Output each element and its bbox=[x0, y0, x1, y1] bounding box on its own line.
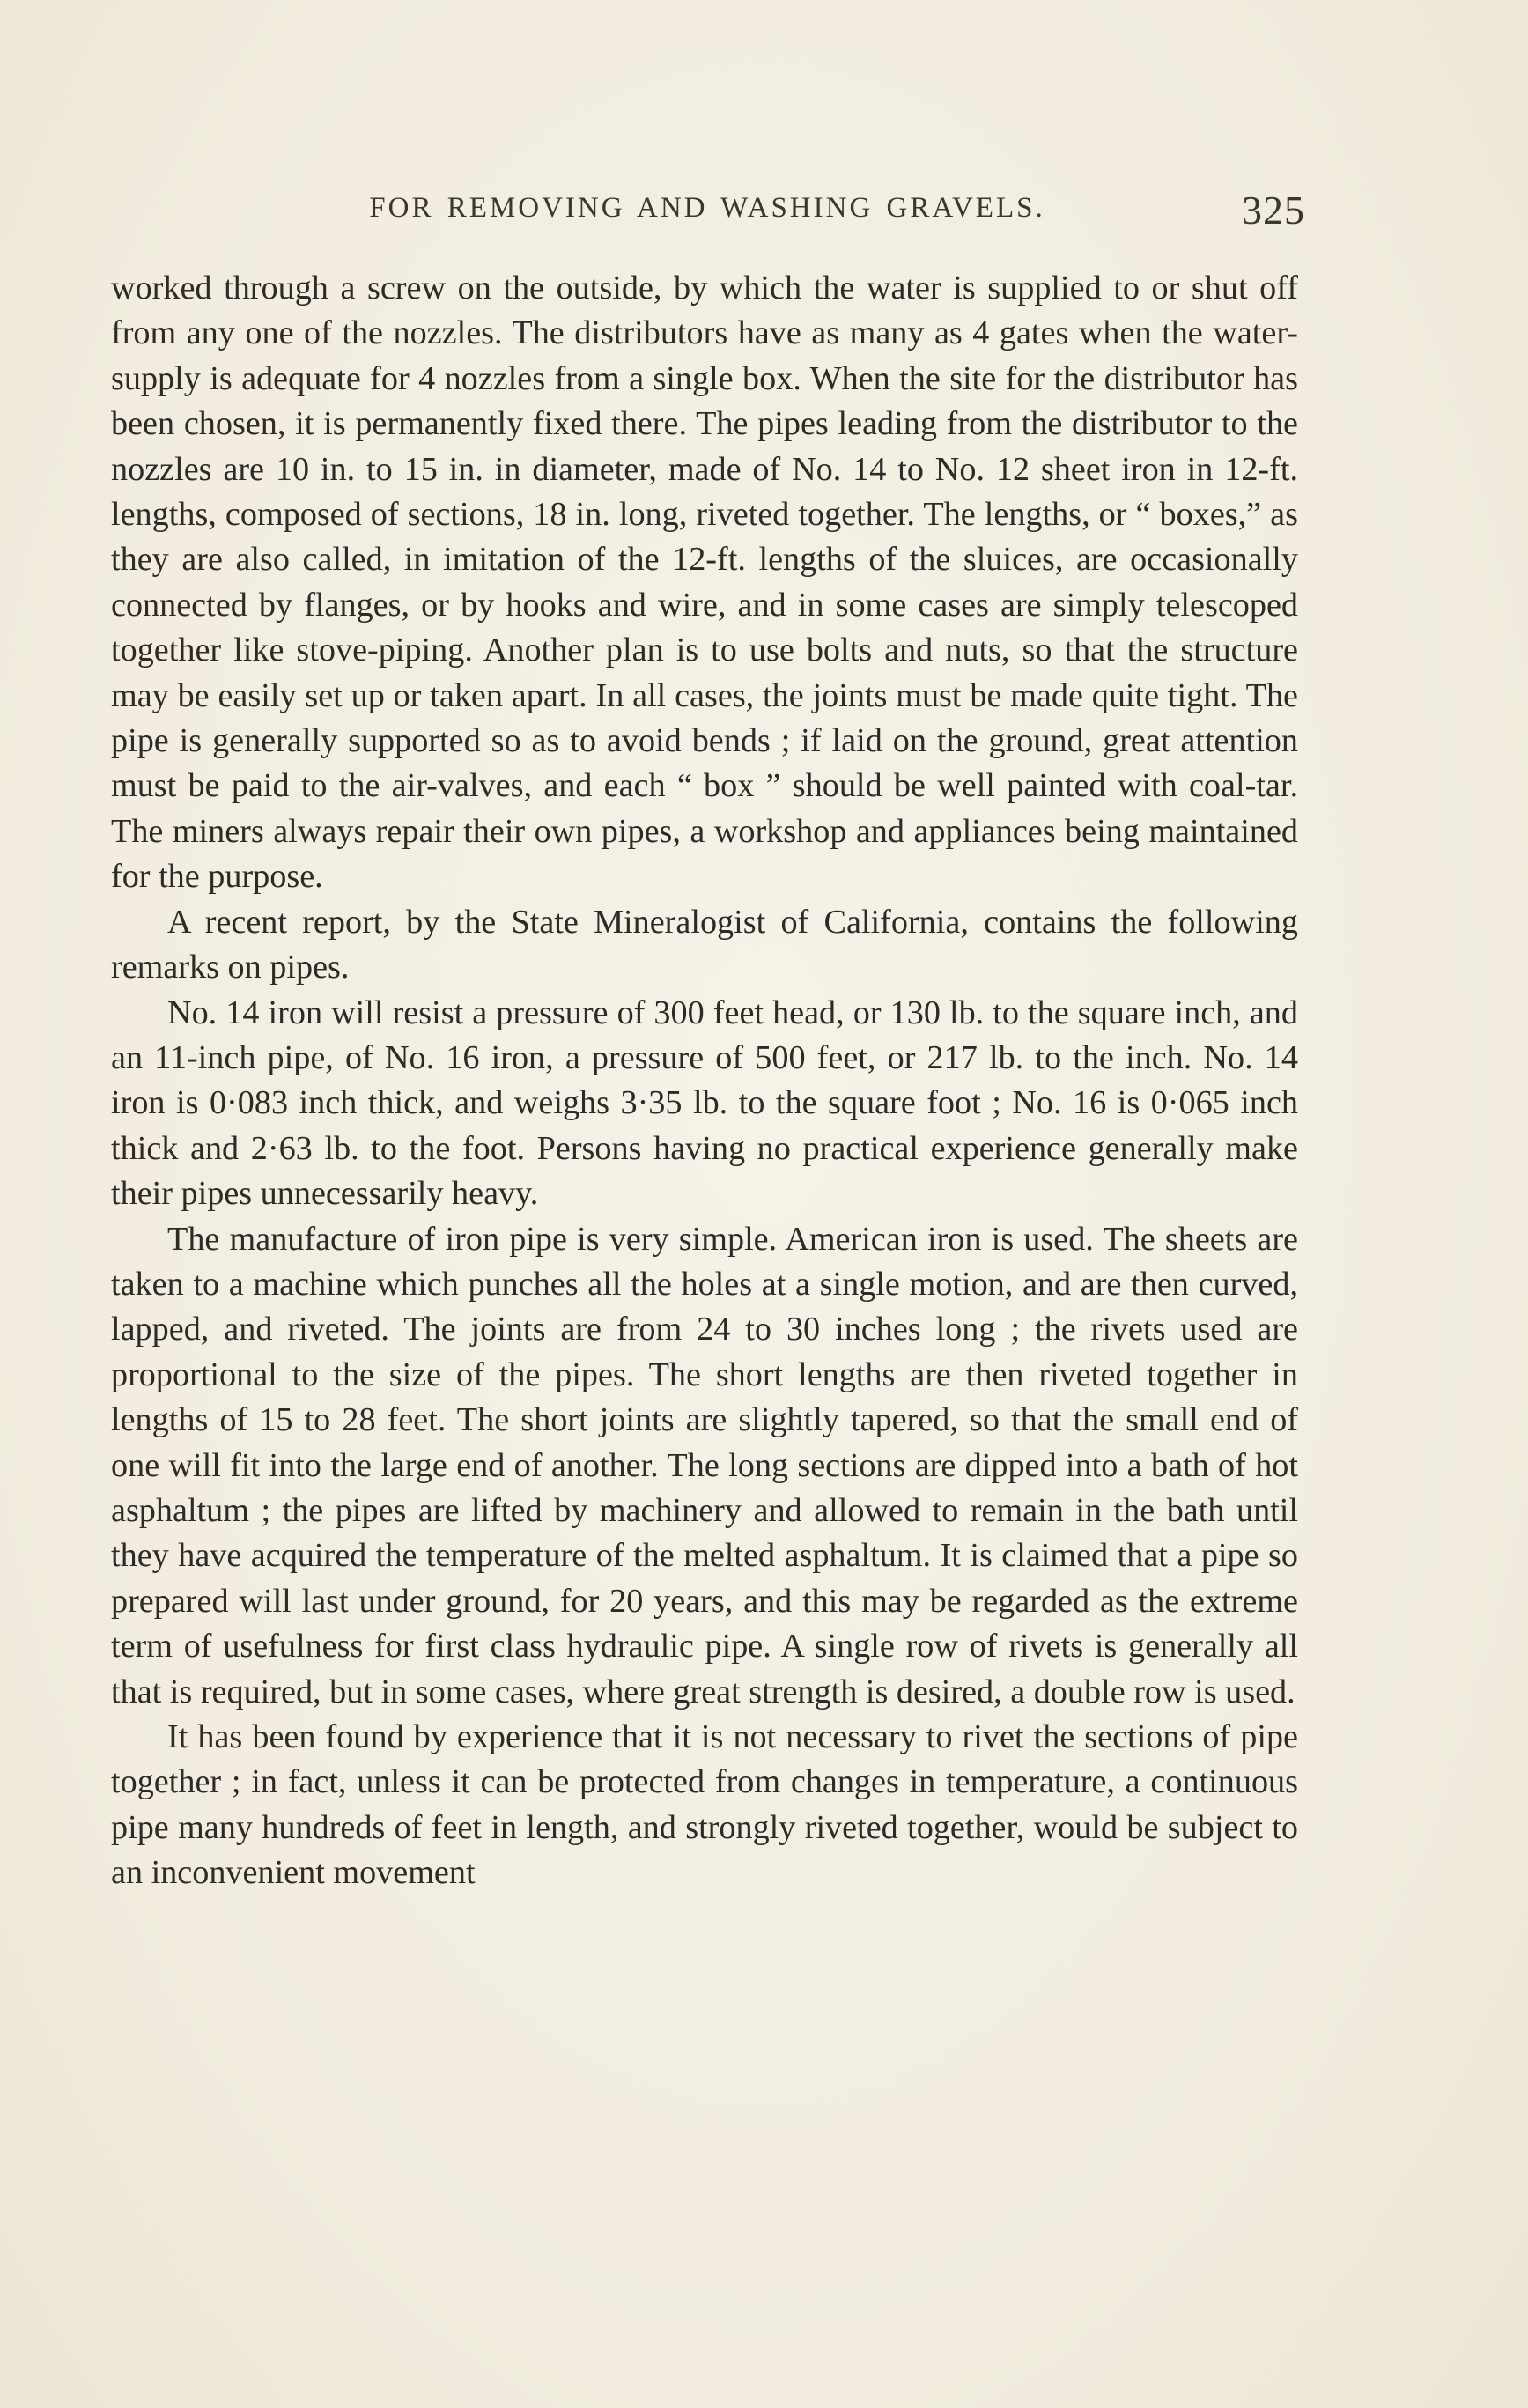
running-head bbox=[113, 187, 1305, 240]
page-number: 325 bbox=[1242, 188, 1305, 233]
paragraph: A recent report, by the State Mineralogist of California, contains the following remarks on pipes. bbox=[111, 903, 1298, 986]
body-text bbox=[111, 266, 1298, 1896]
paragraph-continued: worked through a screw on the outside, by which the water is supplied to or shut off from any one of the nozzles. The distributors have as many as 4 gates when the water-supply is adequate for 4 nozzles from a single box. When the site for the distributor has been chosen, it is permanently fixed there. The pipes leading from the distributor to the nozzles are 10 in. to 15 in. in diameter, made of No. 14 to No. 12 sheet iron in 12-ft. lengths, composed of sections, 18 in. long, riveted together. The lengths, or “ boxes,” as they are also called, in imitation of the 12-ft. lengths of the sluices, are occasionally connected by flanges, or by hooks and wire, and in some cases are simply telescoped together like stove-piping. Another plan is to use bolts and nuts, so that the structure may be easily set up or taken apart. In all cases, the joints must be made quite tight. The pipe is generally supported so as to avoid bends ; if laid on the ground, great attention must be paid to the air-valves, and each “ box ” should be well painted with coal-tar. The miners always repair their own pipes, a workshop and appliances being maintained for the purpose. bbox=[111, 270, 1298, 896]
paragraph: The manufacture of iron pipe is very simple. American iron is used. The sheets are taken to a machine which punches all the holes at a single motion, and are then curved, lapped, and riveted. The joints are from 24 to 30 inches long ; the rivets used are proportional to the size of the pipes. The short lengths are then riveted together in lengths of 15 to 28 feet. The short joints are slightly tapered, so that the small end of one will fit into the large end of another. The long sections are dipped into a bath of hot asphaltum ; the pipes are lifted by machinery and allowed to remain in the bath until they have acquired the temperature of the melted asphaltum. It is claimed that a pipe so prepared will last under ground, for 20 years, and this may be regarded as the extreme term of usefulness for first class hydraulic pipe. A single row of rivets is generally all that is required, but in some cases, where great strength is desired, a double row is used. bbox=[111, 1220, 1298, 1710]
running-title: FOR REMOVING AND WASHING GRAVELS. bbox=[369, 192, 1045, 224]
paragraph: It has been found by experience that it is not necessary to rivet the sections of pipe together ; in fact, unless it can be protected from changes in temperature, a continuous pipe many hundreds of feet in length, and strongly riveted together, would be subject to an inconvenient movement bbox=[111, 1718, 1298, 1892]
paragraph: No. 14 iron will resist a pressure of 300 feet head, or 130 lb. to the square inch, and an 11-inch pipe, of No. 16 iron, a pressure of 500 feet, or 217 lb. to the inch. No. 14 iron is 0·083 inch thick, and weighs 3·35 lb. to the square foot ; No. 16 is 0·065 inch thick and 2·63 lb. to the foot. Persons having no practical experience generally make their pipes unnecessarily heavy. bbox=[111, 993, 1298, 1213]
